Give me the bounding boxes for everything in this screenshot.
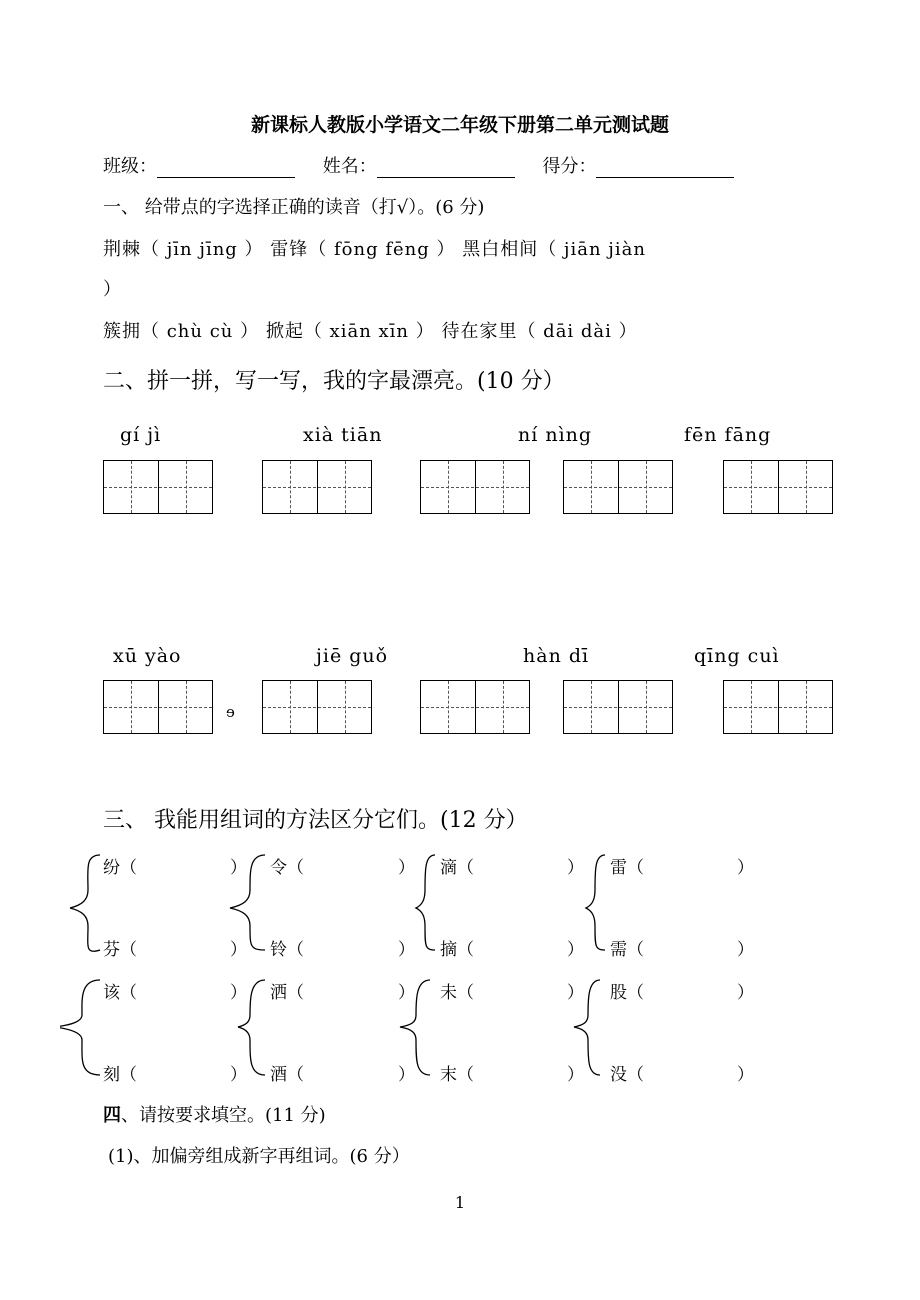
close-paren: ） (398, 1065, 415, 1085)
pinyin-label: xià tiān (303, 424, 383, 446)
word-pair-item: 需（ (610, 940, 644, 960)
section1-line1-cont: ） (103, 279, 121, 300)
close-paren: ） (567, 1065, 584, 1085)
close-paren: ） (230, 858, 247, 878)
name-label: 姓名： (322, 156, 377, 177)
word-pair-item: 没（ (610, 1065, 644, 1085)
close-paren: ） (398, 858, 415, 878)
word-pair-item: 酒（ (270, 1065, 304, 1085)
section1-heading: 一、 给带点的字选择正确的读音（打√）。(6 分) (103, 197, 485, 218)
page-number: 1 (454, 1193, 466, 1212)
close-paren: ） (230, 940, 247, 960)
name-blank[interactable] (377, 159, 515, 178)
word-pair-item: 铃（ (270, 940, 304, 960)
score-blank[interactable] (596, 159, 734, 178)
section4-heading (103, 1101, 326, 1127)
word-pair-item: 股（ (610, 983, 644, 1003)
page-title: 新课标人教版小学语文二年级下册第二单元测试题 (250, 114, 669, 136)
close-paren: ） (398, 983, 415, 1003)
writing-grid[interactable] (563, 460, 673, 514)
section4-sub1: (1)、加偏旁组成新字再组词。(6 分） (108, 1146, 410, 1167)
writing-grid[interactable] (420, 680, 530, 734)
close-paren: ） (398, 940, 415, 960)
close-paren: ） (737, 1065, 754, 1085)
class-blank[interactable] (157, 159, 295, 178)
writing-grid[interactable] (420, 460, 530, 514)
word-pair-item: 纷（ (103, 858, 137, 878)
word-pair-item: 末（ (440, 1065, 474, 1085)
section1-line2: 簇拥（ chù cù ） 掀起（ xiān xīn ） 待在家里（ dāi dài ） (103, 321, 638, 342)
word-pair-item: 芬（ (103, 940, 137, 960)
word-pair-item: 令（ (270, 858, 304, 878)
section2-heading: 二、拼一拼，写一写，我的字最漂亮。(10 分） (103, 369, 565, 394)
word-pair-item: 刻（ (103, 1065, 137, 1085)
brace-icon (586, 855, 605, 950)
writing-grid[interactable] (723, 680, 833, 734)
writing-grid[interactable] (723, 460, 833, 514)
writing-grid[interactable] (262, 680, 372, 734)
word-pair-item: 滴（ (440, 858, 474, 878)
brace-icon (60, 980, 100, 1075)
class-label: 班级： (103, 156, 157, 177)
pinyin-label: hàn dī (523, 645, 590, 667)
pinyin-label: fēn fāng (684, 424, 772, 446)
stray-mark: ɘ (226, 703, 235, 721)
brace-icon (416, 855, 435, 950)
pinyin-label: ní nìng (518, 424, 593, 446)
curly-braces (60, 850, 760, 1090)
writing-grid[interactable] (103, 680, 213, 734)
writing-grid[interactable] (563, 680, 673, 734)
section4-number: 四 (103, 1105, 121, 1126)
pinyin-label: jiē guǒ (316, 645, 389, 667)
section3-heading: 三、 我能用组词的方法区分它们。(12 分） (103, 808, 528, 833)
close-paren: ） (567, 940, 584, 960)
brace-icon (70, 855, 100, 951)
header-fields (103, 152, 756, 178)
close-paren: ） (567, 858, 584, 878)
word-pair-item: 洒（ (270, 983, 304, 1003)
pinyin-label: gí jì (120, 424, 162, 446)
close-paren: ） (567, 983, 584, 1003)
word-pair-item: 摘（ (440, 940, 474, 960)
close-paren: ） (737, 858, 754, 878)
word-pair-item: 未（ (440, 983, 474, 1003)
section4-text: 、请按要求填空。(11 分) (121, 1105, 326, 1126)
word-pair-item: 该（ (103, 983, 137, 1003)
writing-grid[interactable] (103, 460, 213, 514)
writing-grid[interactable] (262, 460, 372, 514)
pinyin-label: xū yào (113, 645, 182, 667)
close-paren: ） (737, 983, 754, 1003)
pinyin-label: qīng cuì (694, 645, 780, 667)
score-label: 得分： (542, 156, 597, 177)
word-pair-item: 雷（ (610, 858, 644, 878)
close-paren: ） (737, 940, 754, 960)
close-paren: ） (230, 1065, 247, 1085)
close-paren: ） (230, 983, 247, 1003)
section1-line1: 荆棘（ jīn jīng ） 雷锋（ fōng fēng ） 黑白相间（ jiān jiàn (103, 239, 646, 260)
